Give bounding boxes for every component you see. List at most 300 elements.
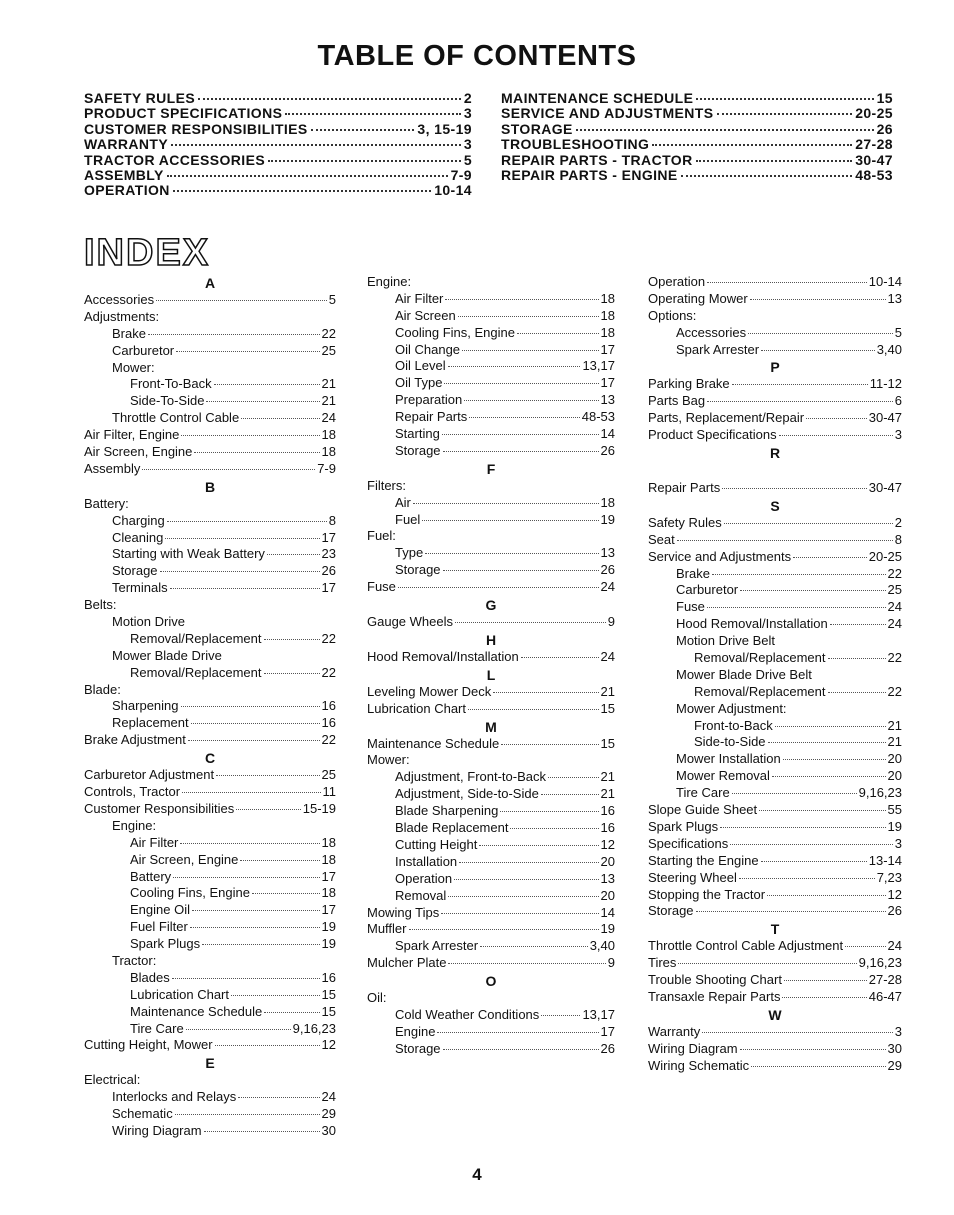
- index-entry-page: 13,17: [582, 358, 615, 374]
- index-entry: [84, 869, 336, 886]
- index-entry-page: 26: [600, 442, 615, 458]
- index-heading: [84, 818, 336, 835]
- index-entry: [648, 427, 902, 444]
- index-entry: [648, 1041, 902, 1058]
- index-entry-page: 9: [607, 955, 615, 971]
- dot-leader: [215, 1045, 320, 1046]
- index-entry-page: 18: [321, 834, 336, 850]
- index-entry-label: Cooling Fins, Engine: [395, 324, 515, 340]
- index-entry-page: 13: [600, 545, 615, 561]
- dot-leader: [442, 434, 599, 435]
- dot-leader: [458, 316, 599, 317]
- index-entry-label: Starting: [395, 426, 440, 442]
- index-entry-page: 16: [321, 698, 336, 714]
- index-entry: [648, 955, 902, 972]
- index-entry: [367, 1041, 615, 1058]
- index-entry-label: Blade:: [84, 681, 121, 697]
- index-entry-label: Air Screen, Engine: [130, 851, 239, 867]
- index-entry-page: 18: [600, 307, 615, 323]
- toc-entry-label: CUSTOMER RESPONSIBILITIES: [84, 120, 308, 137]
- dot-leader: [172, 978, 320, 979]
- index-entry: [84, 1106, 336, 1123]
- dot-leader: [206, 401, 319, 402]
- dot-leader: [783, 759, 886, 760]
- index-entry: [367, 905, 615, 922]
- dot-leader: [480, 946, 588, 947]
- index-entry-page: 9,16,23: [292, 1020, 336, 1036]
- dot-leader: [454, 879, 598, 880]
- dot-leader: [739, 878, 875, 879]
- dot-leader: [448, 366, 581, 367]
- index-entry: [84, 326, 336, 343]
- dot-leader: [231, 995, 320, 996]
- dot-leader: [181, 706, 320, 707]
- dot-leader: [165, 538, 319, 539]
- index-heading: [84, 597, 336, 614]
- index-entry-page: 20: [600, 887, 615, 903]
- index-entry: [648, 938, 902, 955]
- index-entry-label: Air Filter: [130, 834, 179, 850]
- dot-leader: [724, 523, 893, 524]
- dot-leader: [740, 590, 885, 591]
- index-entry-label: Battery: [130, 868, 172, 884]
- dot-leader: [285, 113, 460, 115]
- index-entry-page: 18: [321, 427, 336, 443]
- dot-leader: [717, 113, 853, 115]
- index-entry-label: Mower Blade Drive Belt: [676, 666, 812, 682]
- index-entry-page: 17: [600, 375, 615, 391]
- dot-leader: [186, 1029, 291, 1030]
- index-entry: [648, 785, 902, 802]
- index-entry-label: Maintenance Schedule: [130, 1003, 263, 1019]
- index-entry-label: Blade Sharpening: [395, 803, 499, 819]
- index-entry-label: Cutting Height: [395, 836, 478, 852]
- index-entry-page: 2: [894, 514, 902, 530]
- index-entry-label: Tractor:: [112, 952, 157, 968]
- index-entry-label: Steering Wheel: [648, 869, 737, 885]
- index-entry-page: 20: [887, 768, 902, 784]
- index-entry-page: 21: [600, 769, 615, 785]
- dot-leader: [767, 895, 885, 896]
- dot-leader: [830, 624, 886, 625]
- index-entry-page: 17: [600, 341, 615, 357]
- index-entry-page: 17: [321, 580, 336, 596]
- index-entry-page: 17: [600, 1023, 615, 1039]
- index-entry-label: Side-To-Side: [130, 393, 205, 409]
- dot-leader: [677, 540, 893, 541]
- toc-entry: [501, 136, 893, 151]
- index-heading: [84, 614, 336, 631]
- index-entry-label: Engine:: [112, 817, 157, 833]
- index-section-letter: B: [204, 478, 216, 495]
- index-entry-label: Hood Removal/Installation: [367, 648, 519, 664]
- index-entry: [367, 786, 615, 803]
- index-entry: [367, 579, 615, 596]
- toc-entry-page: 2: [463, 90, 472, 106]
- index-entry-label: Fuel Filter: [130, 919, 188, 935]
- index-entry-label: Operation: [648, 274, 706, 289]
- dot-leader: [521, 657, 599, 658]
- index-entry-page: 15: [600, 735, 615, 751]
- index-entry: [367, 358, 615, 375]
- index-heading: [84, 360, 336, 377]
- index-entry-page: 16: [321, 969, 336, 985]
- index-entry: [648, 480, 902, 497]
- dot-leader: [806, 418, 867, 419]
- index-entry: [367, 291, 615, 308]
- dot-leader: [500, 811, 598, 812]
- dot-leader: [268, 160, 461, 162]
- index-entry-page: 30-47: [868, 410, 902, 426]
- toc-entry-page: 7-9: [450, 166, 472, 183]
- index-entry-page: 24: [887, 599, 902, 615]
- dot-leader: [240, 860, 319, 861]
- dot-leader: [793, 557, 867, 558]
- index-entry-label: Trouble Shooting Chart: [648, 972, 782, 988]
- dot-leader: [198, 98, 461, 100]
- toc-entry: [501, 121, 893, 136]
- toc-entry-label: ASSEMBLY: [84, 166, 164, 183]
- index-entry-page: 24: [321, 410, 336, 426]
- page-number: 4: [472, 1165, 482, 1184]
- index-entry-label: Mulcher Plate: [367, 955, 447, 971]
- toc-entry: [501, 152, 893, 167]
- dot-leader: [459, 862, 598, 863]
- index-entry-label: Mower:: [367, 752, 410, 768]
- index-entry-label: Hood Removal/Installation: [676, 616, 828, 632]
- dot-leader: [652, 144, 852, 146]
- index-entry-label: Interlocks and Relays: [112, 1089, 237, 1105]
- index-heading: [367, 752, 615, 769]
- dot-leader: [422, 520, 598, 521]
- index-entry: [367, 888, 615, 905]
- index-entry: [84, 343, 336, 360]
- index-entry-page: 8: [894, 531, 902, 547]
- index-entry: [84, 393, 336, 410]
- index-entry: [648, 376, 902, 393]
- index-entry-page: 9,16,23: [858, 785, 902, 801]
- index-entry-label: Removal/Replacement: [694, 650, 826, 666]
- toc-entry: [84, 152, 472, 167]
- dot-leader: [740, 1049, 886, 1050]
- index-entry: [367, 495, 615, 512]
- index-entry-page: 12: [887, 886, 902, 902]
- index-entry-label: Lubrication Chart: [367, 700, 466, 716]
- index-entry-page: 13: [887, 290, 902, 306]
- index-entry: [84, 376, 336, 393]
- index-entry-label: Controls, Tractor: [84, 784, 181, 800]
- index-heading: [648, 701, 902, 718]
- index-entry: [648, 616, 902, 633]
- index-entry-label: Engine: [395, 1023, 436, 1039]
- index-entry-page: 24: [887, 616, 902, 632]
- dot-leader: [464, 400, 598, 401]
- index-entry: [648, 684, 902, 701]
- index-entry-page: 18: [321, 444, 336, 460]
- dot-leader: [845, 946, 885, 947]
- index-entry-page: 19: [321, 936, 336, 952]
- index-entry-label: Storage: [395, 562, 441, 578]
- index-entry-page: 24: [600, 579, 615, 595]
- index-entry: [648, 532, 902, 549]
- toc-entry-label: REPAIR PARTS - ENGINE: [501, 166, 678, 183]
- index-entry-page: 5: [328, 292, 336, 307]
- index-entry-page: 12: [321, 1037, 336, 1053]
- dot-leader: [264, 673, 320, 674]
- index-entry-page: 26: [600, 1040, 615, 1056]
- index-entry-page: 16: [321, 715, 336, 731]
- toc-entry-page: 20-25: [855, 105, 893, 122]
- dot-leader: [142, 469, 315, 470]
- dot-leader: [707, 282, 867, 283]
- index-heading: [648, 667, 902, 684]
- index-entry-label: Repair Parts: [395, 409, 468, 425]
- index-entry-label: Parts Bag: [648, 393, 706, 409]
- index-entry-page: 21: [321, 376, 336, 392]
- dot-leader: [748, 333, 893, 334]
- index-entry-label: Belts:: [84, 597, 117, 613]
- dot-leader: [772, 776, 886, 777]
- index-entry: [648, 972, 902, 989]
- index-entry: [367, 955, 615, 972]
- dot-leader: [444, 383, 598, 384]
- index-entry-label: Cutting Height, Mower: [84, 1037, 213, 1053]
- dot-leader: [730, 844, 893, 845]
- dot-leader: [238, 1097, 319, 1098]
- index-entry-label: Specifications: [648, 835, 729, 851]
- index-entry-page: 15-19: [302, 800, 336, 816]
- index-entry-page: 15: [600, 700, 615, 716]
- index-entry: [84, 546, 336, 563]
- index-entry-label: Blade Replacement: [395, 820, 509, 836]
- index-entry-page: 20-25: [868, 548, 902, 564]
- index-entry-page: 22: [321, 732, 336, 748]
- index-entry-label: Parts, Replacement/Repair: [648, 410, 805, 426]
- index-entry-page: 29: [321, 1106, 336, 1122]
- index-entry-label: Tire Care: [130, 1020, 184, 1036]
- index-entry-page: 18: [600, 290, 615, 306]
- index-entry-label: Product Specifications: [648, 427, 777, 443]
- index-entry-page: 16: [600, 820, 615, 836]
- dot-leader: [751, 1066, 885, 1067]
- toc-entry: [84, 121, 472, 136]
- index-entry: [367, 392, 615, 409]
- index-entry-label: Wiring Diagram: [648, 1040, 738, 1056]
- index-entry-label: Repair Parts: [648, 480, 721, 496]
- dot-leader: [192, 910, 320, 911]
- index-entry-label: Service and Adjustments: [648, 548, 792, 564]
- toc-entry-label: REPAIR PARTS - TRACTOR: [501, 151, 693, 168]
- dot-leader: [160, 571, 320, 572]
- index-entry-page: 25: [321, 767, 336, 783]
- dot-leader: [732, 384, 868, 385]
- dot-leader: [696, 911, 886, 912]
- index-entry: [367, 375, 615, 392]
- spacer: [648, 462, 902, 480]
- index-entry-page: 16: [600, 803, 615, 819]
- index-entry-label: Fuel: [395, 511, 421, 527]
- index-entry-label: Air Screen: [395, 307, 456, 323]
- index-entry: [648, 549, 902, 566]
- index-entry-page: 3: [894, 835, 902, 851]
- index-entry: [648, 342, 902, 359]
- index-entry-label: Oil:: [367, 990, 387, 1006]
- dot-leader: [493, 692, 598, 693]
- toc-entry-label: TROUBLESHOOTING: [501, 136, 650, 153]
- index-entry: [648, 853, 902, 870]
- index-heading: [648, 633, 902, 650]
- dot-leader: [413, 503, 599, 504]
- toc-entry-label: TRACTOR ACCESSORIES: [84, 151, 266, 168]
- toc-entry-page: 26: [876, 120, 893, 137]
- index-entry-label: Schematic: [112, 1106, 173, 1122]
- index-entry-label: Brake: [676, 565, 710, 581]
- index-entry-label: Oil Level: [395, 358, 446, 374]
- index-entry-label: Motion Drive Belt: [676, 633, 775, 649]
- index-entry-page: 22: [887, 565, 902, 581]
- toc-entry: [501, 105, 893, 120]
- index-entry: [367, 769, 615, 786]
- dot-leader: [448, 963, 605, 964]
- index-entry: [648, 325, 902, 342]
- index-entry-label: Air Screen, Engine: [84, 444, 193, 460]
- index-entry: [84, 919, 336, 936]
- dot-leader: [191, 723, 320, 724]
- index-entry-label: Wiring Schematic: [648, 1057, 750, 1073]
- index-entry: [367, 426, 615, 443]
- dot-leader: [782, 997, 866, 998]
- dot-leader: [175, 1114, 320, 1115]
- index-entry-page: 21: [321, 393, 336, 409]
- index-entry: [648, 515, 902, 532]
- index-entry: [367, 325, 615, 342]
- index-entry: [367, 512, 615, 529]
- index-entry: [84, 292, 336, 309]
- index-entry-page: 29: [887, 1057, 902, 1073]
- index-entry-page: 26: [887, 903, 902, 919]
- index-entry: [84, 530, 336, 547]
- index-entry: [84, 835, 336, 852]
- dot-leader: [216, 775, 319, 776]
- index-entry: [367, 820, 615, 837]
- toc-entry: [84, 105, 472, 120]
- dot-leader: [443, 1049, 599, 1050]
- index-entry: [367, 308, 615, 325]
- dot-leader: [462, 350, 598, 351]
- index-entry-page: 10-14: [868, 274, 902, 289]
- index-entry-page: 18: [321, 851, 336, 867]
- dot-leader: [167, 521, 327, 522]
- dot-leader: [548, 777, 599, 778]
- dot-leader: [759, 810, 885, 811]
- index-heading: [367, 274, 615, 291]
- index-entry-label: Muffler: [367, 921, 407, 937]
- index-entry-page: 25: [887, 582, 902, 598]
- index-heading: [84, 1072, 336, 1089]
- toc-entry: [84, 182, 472, 197]
- index-entry-label: Carburetor: [676, 582, 739, 598]
- index-entry: [367, 803, 615, 820]
- index-entry: [84, 563, 336, 580]
- index-section-letter: E: [205, 1055, 215, 1072]
- index-section-letter: L: [486, 666, 496, 683]
- dot-leader: [722, 488, 867, 489]
- dot-leader: [398, 587, 599, 588]
- index-entry-page: 6: [894, 393, 902, 409]
- index-entry: [84, 801, 336, 818]
- index-entry-label: Battery:: [84, 495, 129, 511]
- index-entry: [84, 732, 336, 749]
- index-entry-label: Spark Arrester: [676, 341, 760, 357]
- index-entry-label: Filters:: [367, 477, 406, 493]
- index-section-letter: P: [770, 359, 780, 376]
- index-entry: [84, 665, 336, 682]
- index-entry: [84, 1021, 336, 1038]
- dot-leader: [194, 452, 319, 453]
- dot-leader: [448, 896, 598, 897]
- index-entry-page: 17: [321, 868, 336, 884]
- index-heading: [84, 309, 336, 326]
- index-entry-page: 18: [600, 494, 615, 510]
- index-entry: [84, 698, 336, 715]
- index-entry-label: Customer Responsibilities: [84, 800, 235, 816]
- index-entry-label: Carburetor: [112, 342, 175, 358]
- dot-leader: [181, 435, 319, 436]
- index-entry-page: 14: [600, 904, 615, 920]
- index-entry-label: Stopping the Tractor: [648, 886, 766, 902]
- index-entry-label: Leveling Mower Deck: [367, 683, 492, 699]
- index-entry-page: 21: [887, 734, 902, 750]
- index-column-1: [84, 274, 336, 1140]
- index-entry-label: Transaxle Repair Parts: [648, 988, 781, 1004]
- index-entry: [367, 837, 615, 854]
- dot-leader: [576, 129, 874, 131]
- dot-leader: [202, 944, 319, 945]
- index-entry-label: Adjustments:: [84, 308, 160, 324]
- index-entry-label: Mower Installation: [676, 751, 781, 767]
- index-entry: [367, 684, 615, 701]
- index-entry-label: Motion Drive: [112, 614, 185, 630]
- index-entry: [648, 566, 902, 583]
- index-entry-page: 7,23: [876, 869, 902, 885]
- index-heading: [84, 648, 336, 665]
- index-entry-label: Charging: [112, 512, 165, 528]
- toc-entry: [84, 90, 472, 105]
- index-entry-label: Mower:: [112, 359, 155, 375]
- dot-leader: [241, 418, 319, 419]
- index-entry-page: 18: [321, 885, 336, 901]
- toc-entry-label: STORAGE: [501, 120, 573, 137]
- index-entry-page: 13,17: [582, 1006, 615, 1022]
- index-entry-label: Air Filter: [395, 290, 444, 306]
- index-entry-label: Slope Guide Sheet: [648, 802, 758, 818]
- index-entry-page: 27-28: [868, 972, 902, 988]
- index-entry: [648, 802, 902, 819]
- index-entry-page: 15: [321, 1003, 336, 1019]
- dot-leader: [768, 742, 886, 743]
- index-entry-page: 13: [600, 870, 615, 886]
- index-entry-label: Options:: [648, 307, 697, 323]
- dot-leader: [180, 843, 319, 844]
- index-entry-page: 26: [600, 562, 615, 578]
- index-entry-label: Engine:: [367, 274, 412, 289]
- index-entry-page: 19: [600, 921, 615, 937]
- index-entry-page: 17: [321, 529, 336, 545]
- index-entry-page: 30: [321, 1122, 336, 1138]
- index-entry-label: Sharpening: [112, 698, 179, 714]
- toc-entry-page: 3, 15-19: [417, 120, 472, 137]
- index-entry-page: 5: [894, 324, 902, 340]
